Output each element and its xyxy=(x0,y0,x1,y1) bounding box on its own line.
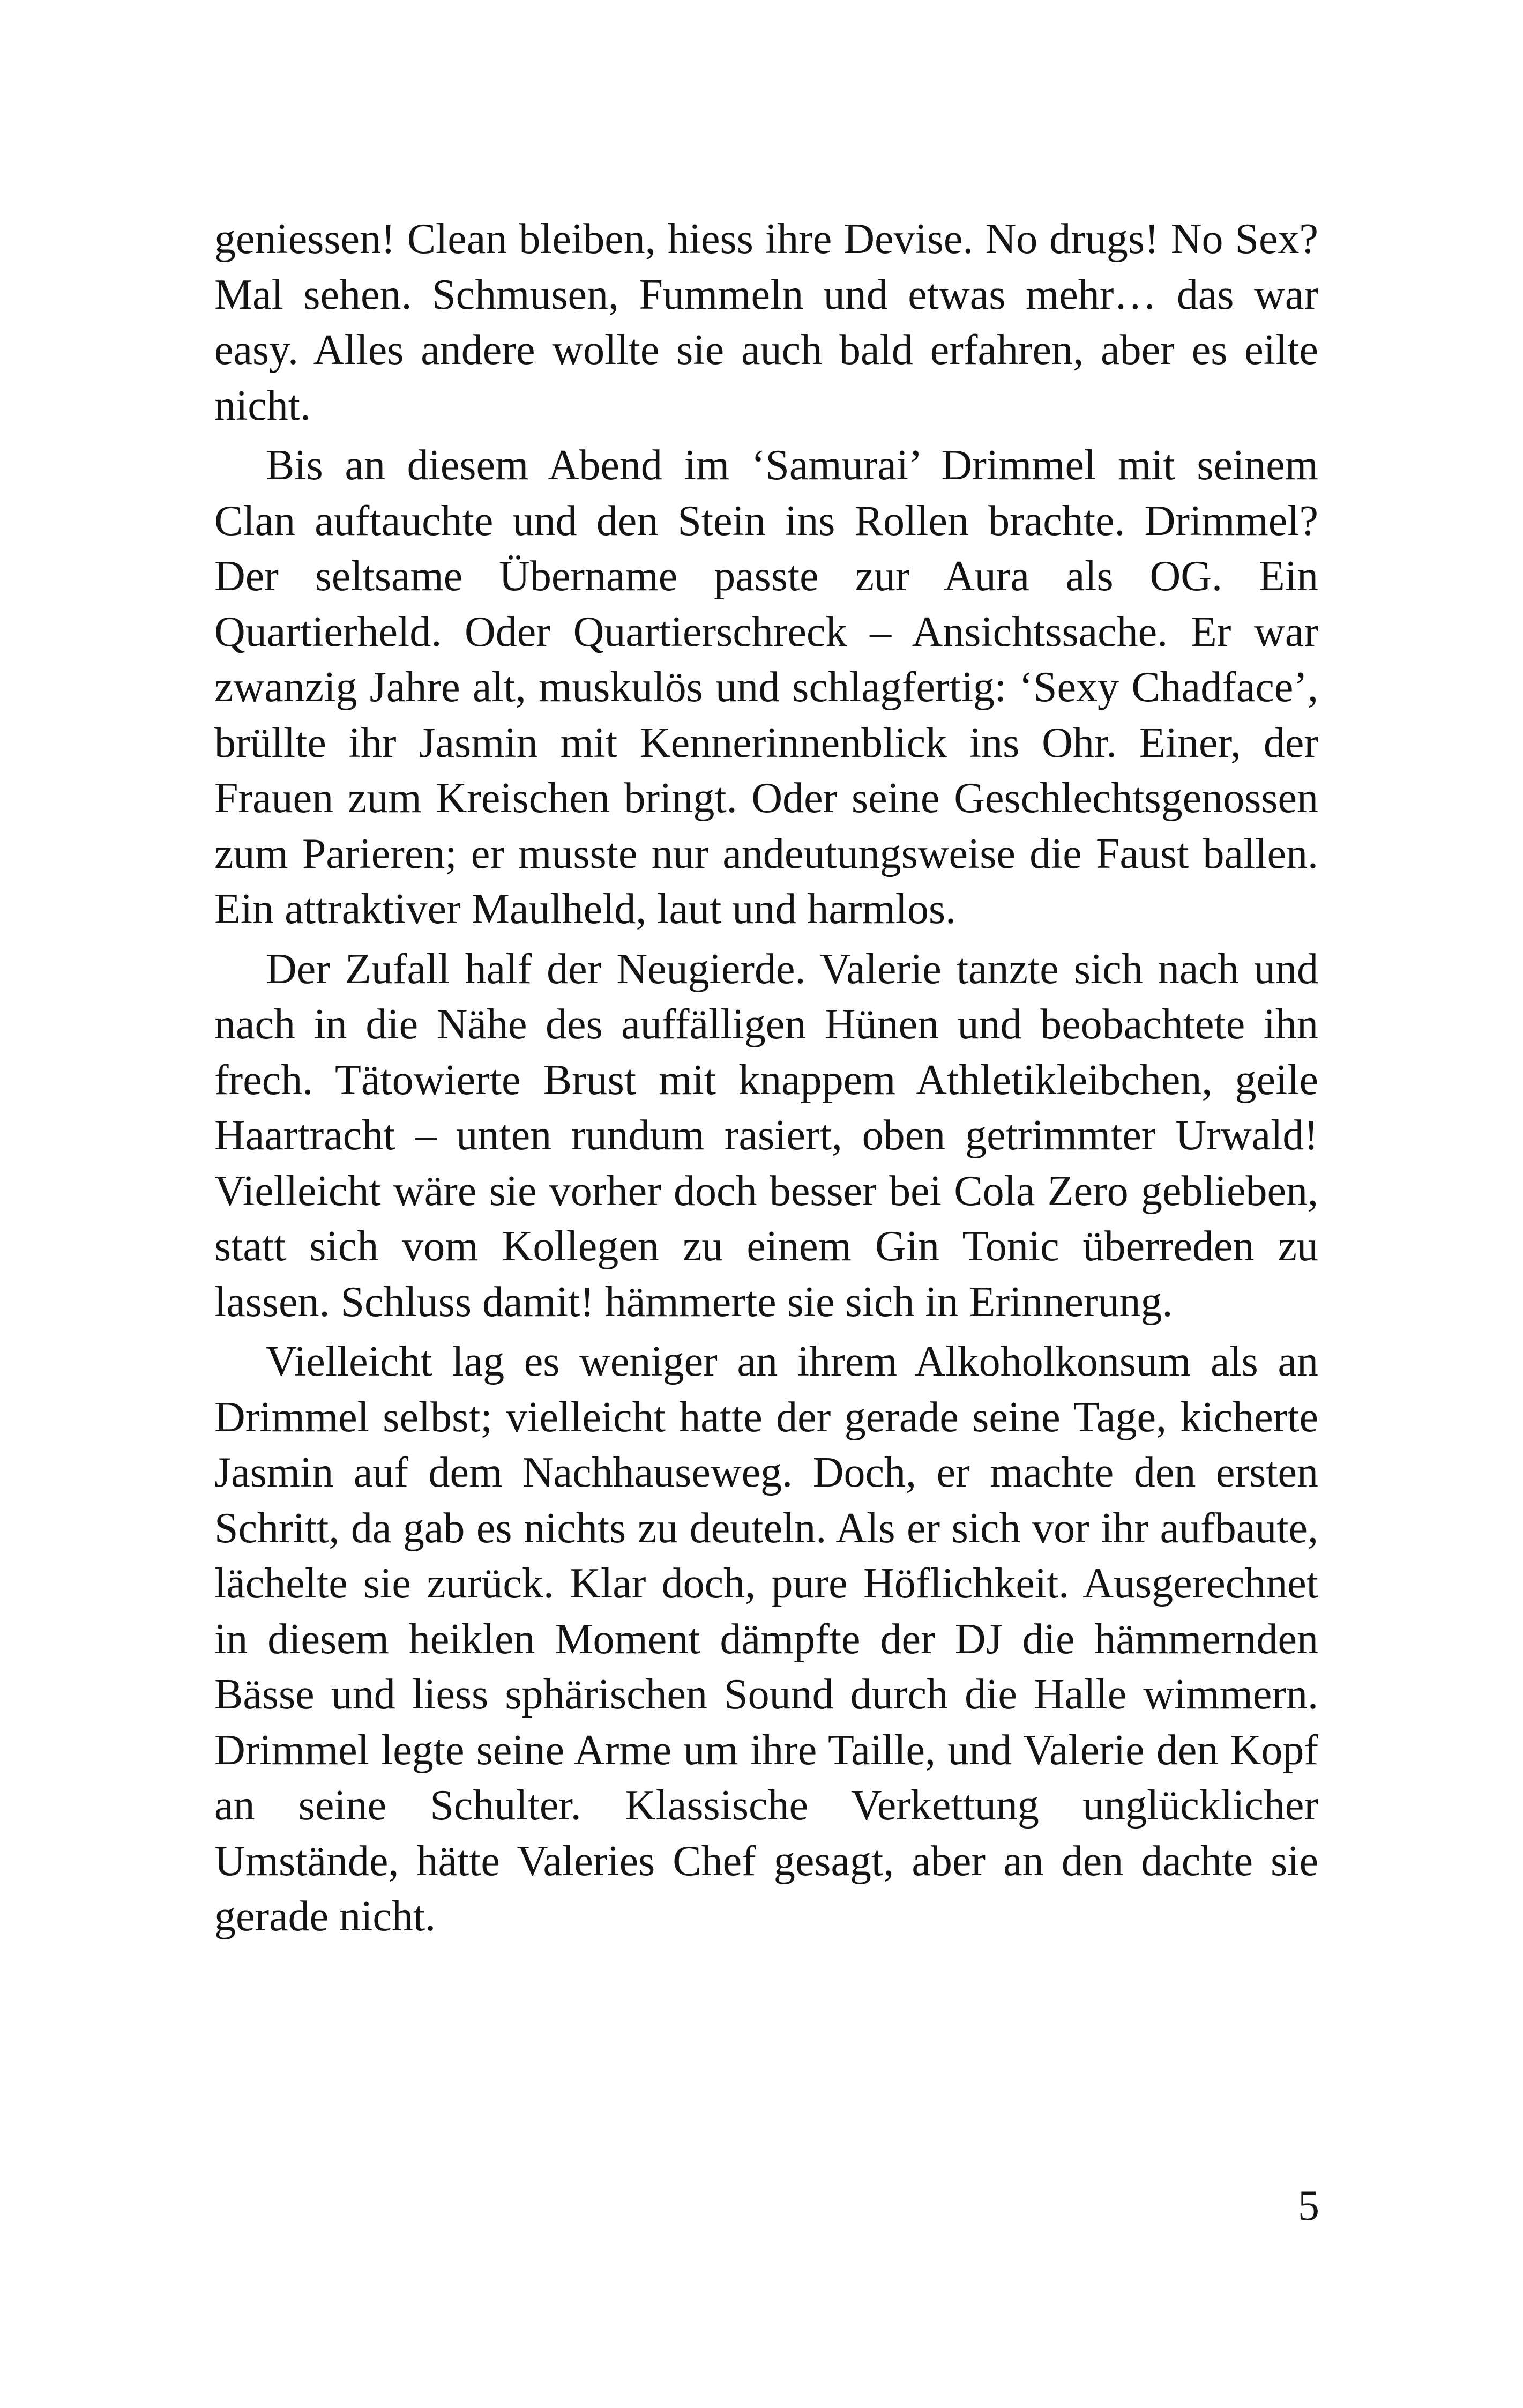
paragraph-4: Vielleicht lag es weniger an ihrem Alkoholkonsum als an Drimmel selbst; vielleicht hatte der gerade seine Tage, kicherte Jasmin auf dem Nachhauseweg. Doch, er machte den ersten Schritt, da gab es nichts zu deuteln. Als er sich vor ihr aufbaute, lächelte sie zurück. Klar doch, pure Höflichkeit. Ausgerechnet in diesem heiklen Moment dämpfte der DJ die hämmernden Bässe und liess sphärischen Sound durch die Halle wimmern. Drimmel legte seine Arme um ihre Taille, und Valerie den Kopf an seine Schulter. Klassische Verkettung unglücklicher Umstände, hätte Valeries Chef gesagt, aber an den dachte sie gerade nicht. xyxy=(214,1338,1318,1940)
paragraph-1: geniessen! Clean bleiben, hiess ihre Devise. No drugs! No Sex? Mal sehen. Schmusen, Fummeln und etwas mehr… das war easy. Alles andere wollte sie auch bald erfahren, aber es eilte nicht. xyxy=(214,215,1318,429)
paragraph-2: Bis an diesem Abend im ‘Samurai’ Drimmel mit seinem Clan auftauchte und den Stein ins Rollen brachte. Drimmel? Der seltsame Übername passte zur Aura als OG. Ein Quartierheld. Oder Quartierschreck – Ansichtssache. Er war zwanzig Jahre alt, muskulös und schlagfertig: ‘Sexy Chadface’, brüllte ihr Jasmin mit Kennerinnenblick ins Ohr. Einer, der Frauen zum Kreischen bringt. Oder seine Geschlechtsgenossen zum Parieren; er musste nur andeutungsweise die Faust ballen. Ein attraktiver Maulheld, laut und harmlos. xyxy=(214,442,1318,933)
paragraph-3: Der Zufall half der Neugierde. Valerie tanzte sich nach und nach in die Nähe des auffälligen Hünen und beobachtete ihn frech. Tätowierte Brust mit knappem Athletikleibchen, geile Haartracht – unten rundum rasiert, oben getrimmter Urwald! Vielleicht wäre sie vorher doch besser bei Cola Zero geblieben, statt sich vom Kollegen zu einem Gin Tonic überreden zu lassen. Schluss damit! hämmerte sie sich in Erinnerung. xyxy=(214,945,1318,1326)
page-number: 5 xyxy=(1298,2182,1319,2229)
body-text xyxy=(214,212,1318,1949)
